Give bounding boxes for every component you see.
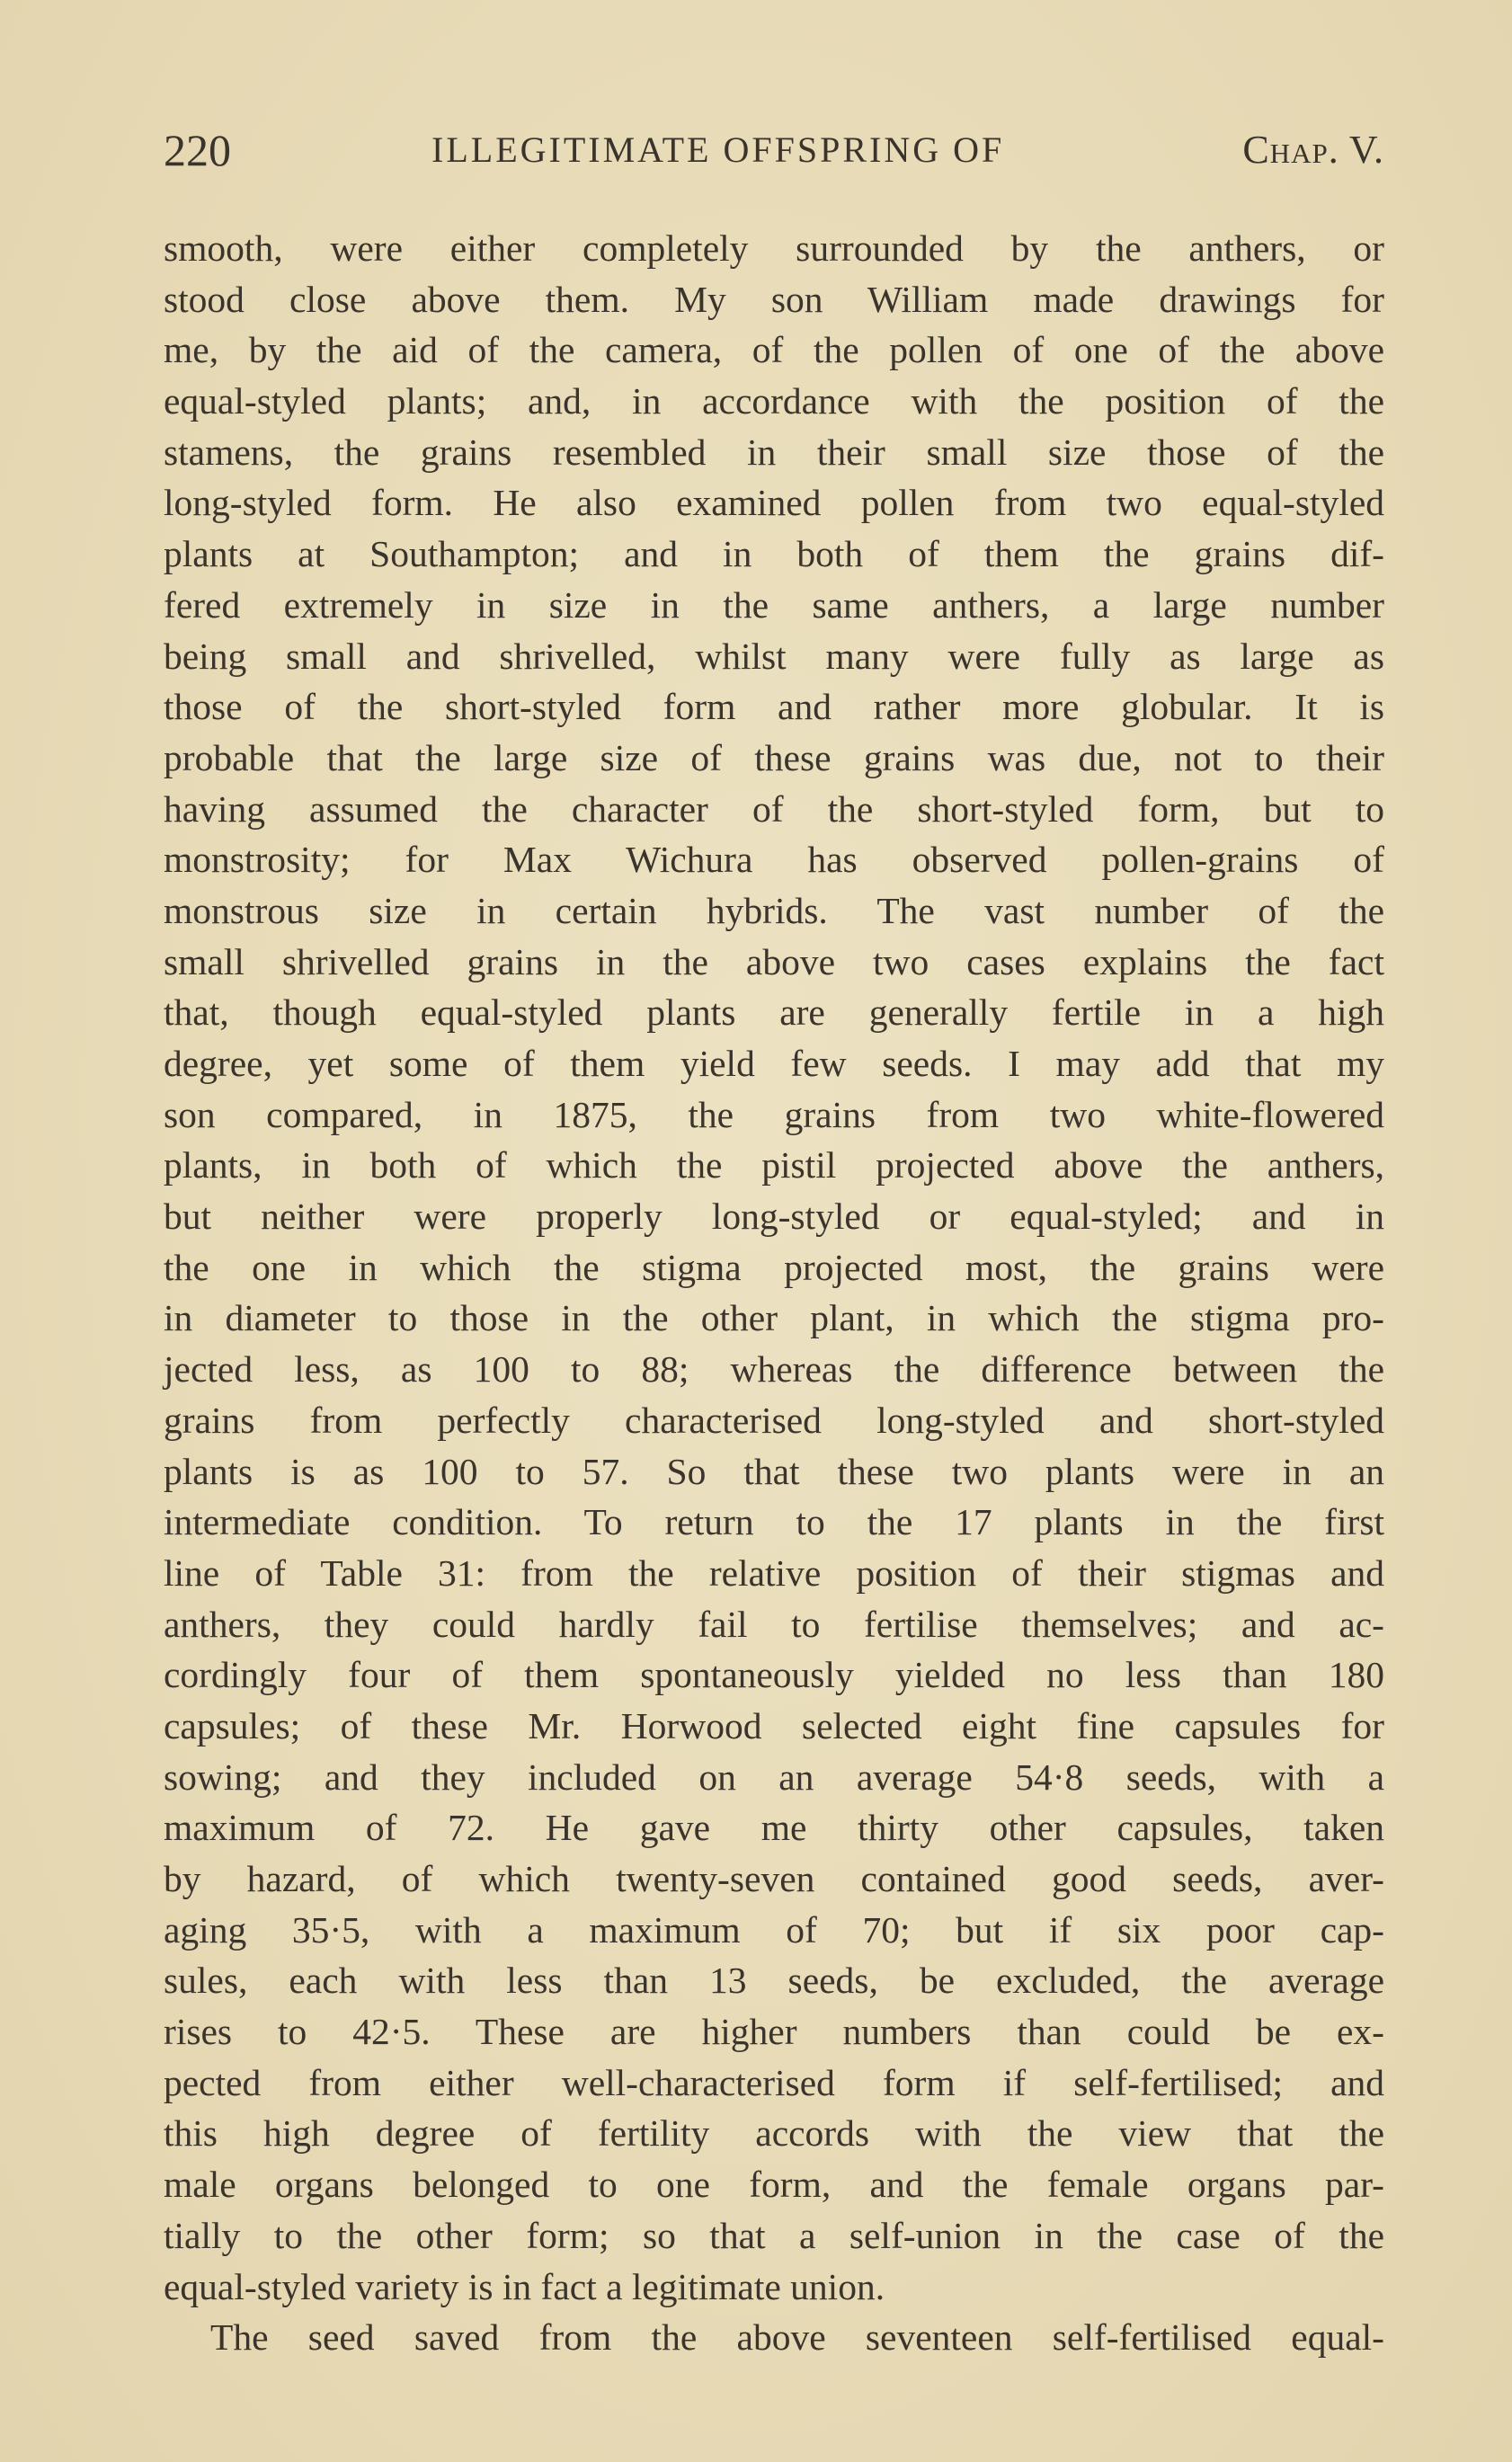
text-line: intermediate condition. To return to the 17 plants in the first: [164, 1501, 1384, 1543]
text-line: in diameter to those in the other plant, in which the stigma pro-: [164, 1297, 1384, 1339]
text-line: jected less, as 100 to 88; whereas the difference between the: [164, 1348, 1384, 1391]
text-line: aging 35·5, with a maximum of 70; but if six poor cap-: [164, 1908, 1384, 1951]
text-line: long-styled form. He also examined pollen from two equal-styled: [164, 482, 1384, 524]
text-line: equal-styled plants; and, in accordance with the position of the: [164, 380, 1384, 422]
text-line: son compared, in 1875, the grains from two white-flowered: [164, 1093, 1384, 1135]
text-line: having assumed the character of the short-styled form, but to: [164, 787, 1384, 830]
page-number: 220: [164, 125, 231, 175]
text-line: plants, in both of which the pistil projected above the anthers,: [164, 1144, 1384, 1187]
chapter-label: Chap. V.: [1242, 128, 1384, 172]
text-line: capsules; of these Mr. Horwood selected eight fine capsules for: [164, 1704, 1384, 1747]
text-line: that, though equal-styled plants are generally fertile in a high: [164, 991, 1384, 1034]
text-line: monstrosity; for Max Wichura has observed pollen-grains of: [164, 839, 1384, 881]
text-line: sowing; and they included on an average 54·8 seeds, with a: [164, 1755, 1384, 1798]
text-line: probable that the large size of these grains was due, not to their: [164, 736, 1384, 778]
text-line: smooth, were either completely surrounded by the anthers, or: [164, 227, 1384, 269]
text-line: me, by the aid of the camera, of the pollen of one of the above: [164, 329, 1384, 371]
text-line: line of Table 31: from the relative position of their stigmas and: [164, 1551, 1384, 1594]
body-text: [164, 223, 1384, 2363]
text-line: but neither were properly long-styled or equal-styled; and in: [164, 1195, 1384, 1238]
text-line: grains from perfectly characterised long-styled and short-styled: [164, 1399, 1384, 1441]
text-line: plants is as 100 to 57. So that these two plants were in an: [164, 1450, 1384, 1492]
text-line: male organs belonged to one form, and the female organs par-: [164, 2164, 1384, 2206]
text-line: the one in which the stigma projected most, the grains were: [164, 1246, 1384, 1288]
text-line: equal-styled variety is in fact a legitimate union.: [164, 2265, 885, 2307]
text-line: those of the short-styled form and rather more globular. It is: [164, 686, 1384, 728]
paragraph: [164, 2312, 1384, 2363]
text-line: being small and shrivelled, whilst many were fully as large as: [164, 635, 1384, 677]
running-head: [164, 119, 1384, 182]
text-line: pected from either well-characterised form if self-fertilised; and: [164, 2061, 1384, 2103]
text-line: stamens, the grains resembled in their small size those of the: [164, 431, 1384, 473]
text-line: The seed saved from the above seventeen self-fertilised equal-: [210, 2316, 1384, 2359]
text-line: fered extremely in size in the same anthers, a large number: [164, 583, 1384, 626]
text-line: sules, each with less than 13 seeds, be excluded, the average: [164, 1960, 1384, 2002]
text-line: rises to 42·5. These are higher numbers than could be ex-: [164, 2011, 1384, 2053]
text-line: small shrivelled grains in the above two cases explains the fact: [164, 940, 1384, 982]
text-line: maximum of 72. He gave me thirty other capsules, taken: [164, 1807, 1384, 1849]
text-line: by hazard, of which twenty-seven contained good seeds, aver-: [164, 1858, 1384, 1899]
paragraph: [164, 223, 1384, 2312]
running-title: ILLEGITIMATE OFFSPRING OF: [431, 129, 1005, 170]
text-line: degree, yet some of them yield few seeds. I may add that my: [164, 1043, 1384, 1084]
text-line: plants at Southampton; and in both of them the grains dif-: [164, 533, 1384, 575]
text-line: stood close above them. My son William made drawings for: [164, 278, 1384, 320]
text-line: cordingly four of them spontaneously yielded no less than 180: [164, 1654, 1384, 1696]
text-line: monstrous size in certain hybrids. The vast number of the: [164, 889, 1384, 931]
text-line: tially to the other form; so that a self-union in the case of the: [164, 2214, 1384, 2256]
text-line: this high degree of fertility accords with the view that the: [164, 2112, 1384, 2155]
text-line: anthers, they could hardly fail to fertilise themselves; and ac-: [164, 1603, 1384, 1645]
